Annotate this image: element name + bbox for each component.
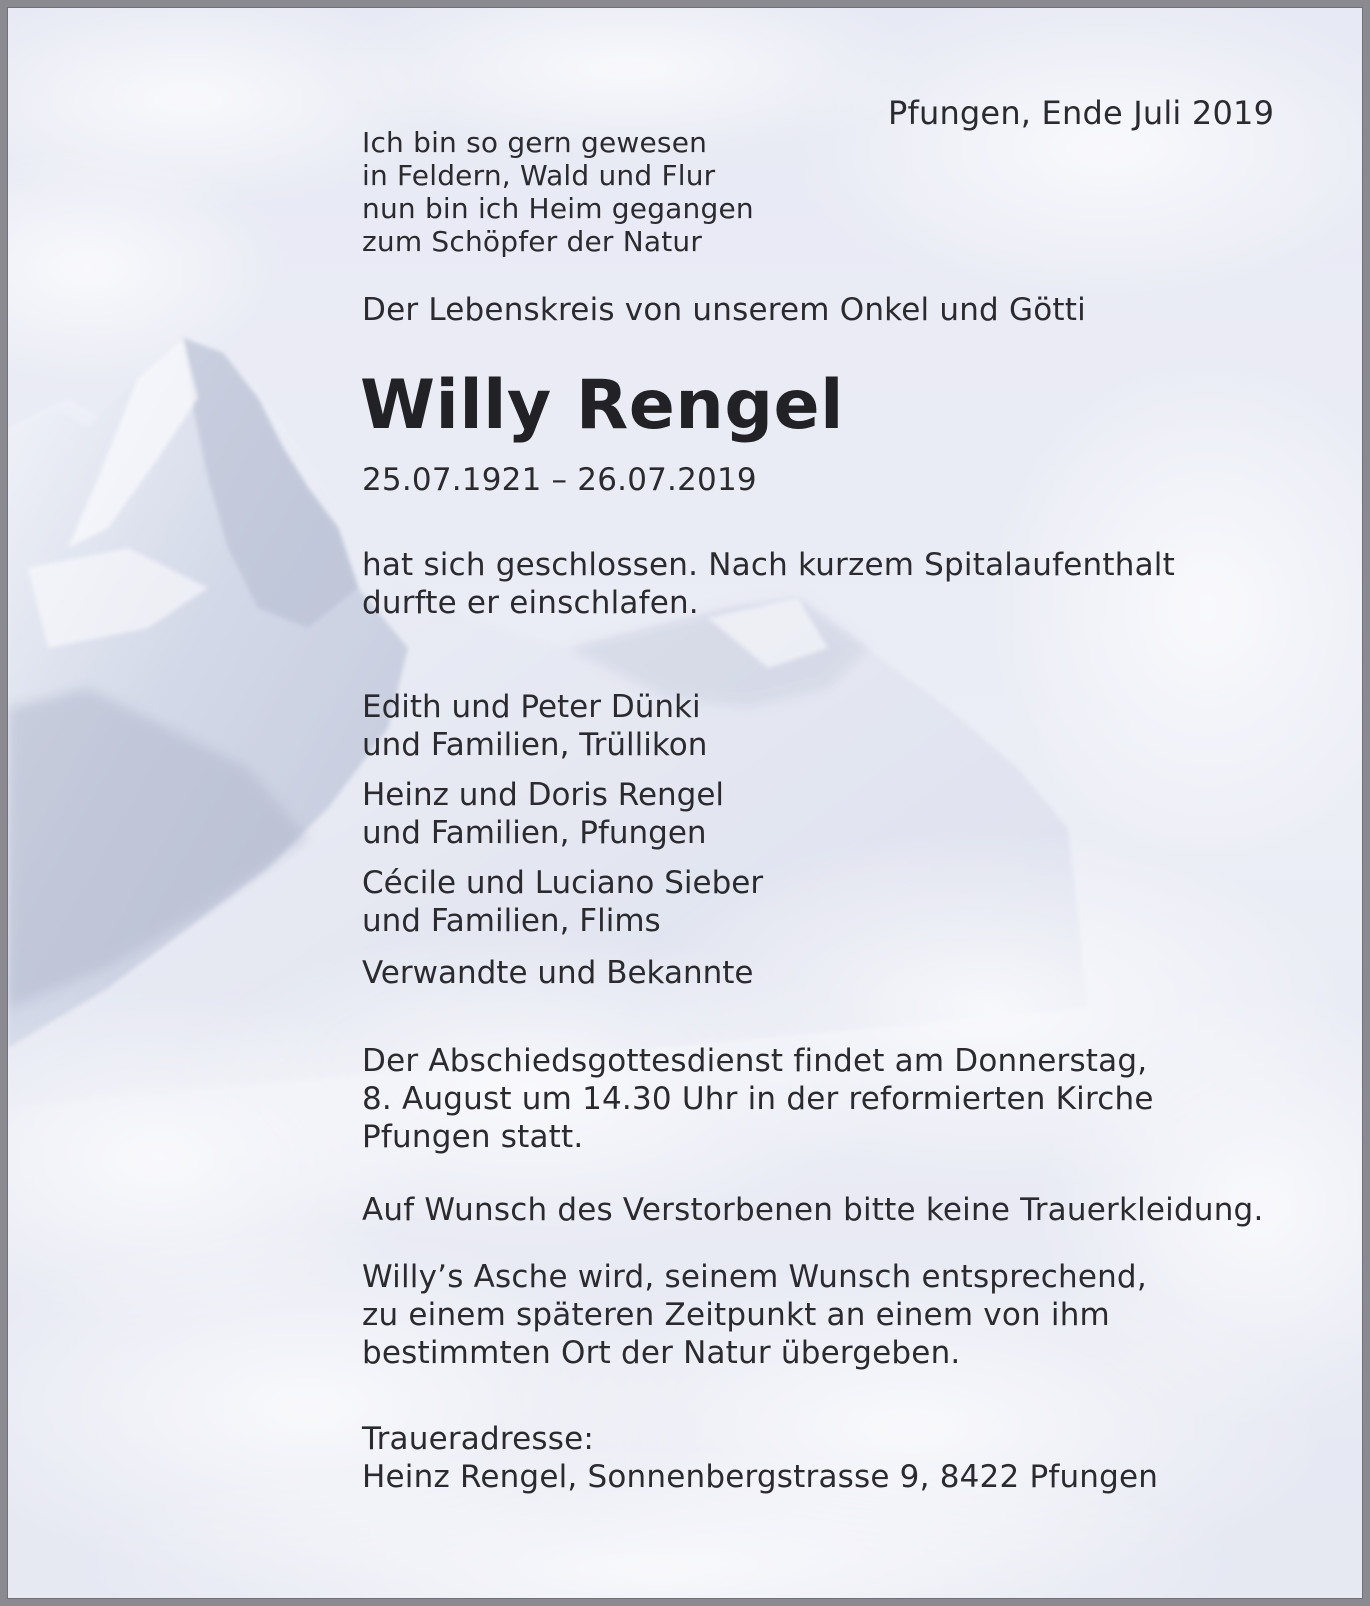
family-line: Cécile und Luciano Sieber xyxy=(362,865,764,901)
family-line: und Familien, Flims xyxy=(362,903,661,939)
service-line: 8. August um 14.30 Uhr in der reformierten Kirche xyxy=(362,1081,1154,1117)
clothing-note: Auf Wunsch des Verstorbenen bitte keine Trauerkleidung. xyxy=(362,1192,1264,1228)
life-dates: 25.07.1921 – 26.07.2019 xyxy=(362,462,757,498)
service-line: Pfungen statt. xyxy=(362,1119,584,1155)
family-line: und Familien, Pfungen xyxy=(362,815,707,851)
mourning-address xyxy=(362,1420,1158,1496)
poem-line: in Feldern, Wald und Flur xyxy=(362,159,716,192)
address-label: Traueradresse: xyxy=(362,1421,595,1457)
service-line: Der Abschiedsgottesdienst findet am Donnerstag, xyxy=(362,1043,1148,1079)
address-line: Heinz Rengel, Sonnenbergstrasse 9, 8422 Pfungen xyxy=(362,1459,1159,1495)
family-line: Edith und Peter Dünki xyxy=(362,689,701,725)
place-date: Pfungen, Ende Juli 2019 xyxy=(888,94,1275,132)
family-entry-sieber xyxy=(362,864,763,940)
family-entry-duenki xyxy=(362,688,707,764)
obituary-card xyxy=(8,8,1362,1598)
poem xyxy=(362,126,754,258)
message-text xyxy=(362,546,1175,622)
family-line: Verwandte und Bekannte xyxy=(362,955,754,991)
service-announcement xyxy=(362,1042,1154,1156)
ashes-line: zu einem späteren Zeitpunkt an einem von ihm xyxy=(362,1297,1110,1333)
poem-line: Ich bin so gern gewesen xyxy=(362,126,708,159)
intro-text: Der Lebenskreis von unserem Onkel und Götti xyxy=(362,292,1086,328)
family-entry-rengel xyxy=(362,776,724,852)
ashes-note xyxy=(362,1258,1147,1372)
ashes-line: bestimmten Ort der Natur übergeben. xyxy=(362,1335,961,1371)
deceased-name: Willy Rengel xyxy=(360,366,844,445)
message-line: durfte er einschlafen. xyxy=(362,585,699,621)
ashes-line: Willy’s Asche wird, seinem Wunsch entsprechend, xyxy=(362,1259,1147,1295)
family-line: und Familien, Trüllikon xyxy=(362,727,708,763)
poem-line: nun bin ich Heim gegangen xyxy=(362,192,754,225)
family-entry-relatives xyxy=(362,954,753,992)
message-line: hat sich geschlossen. Nach kurzem Spitalaufenthalt xyxy=(362,547,1175,583)
poem-line: zum Schöpfer der Natur xyxy=(362,225,703,258)
family-line: Heinz und Doris Rengel xyxy=(362,777,725,813)
